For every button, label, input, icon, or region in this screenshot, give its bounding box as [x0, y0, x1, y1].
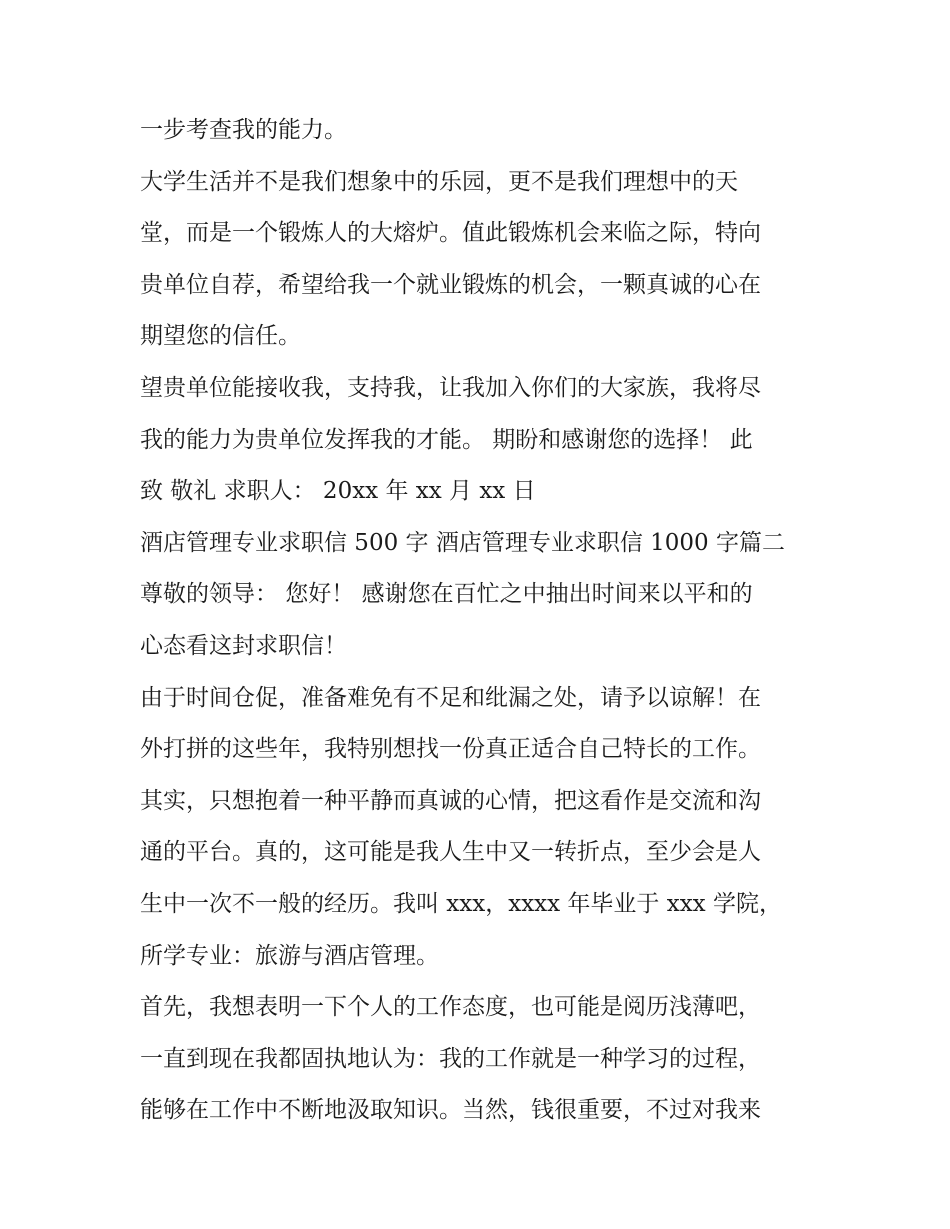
text-line: 一步考查我的能力。	[140, 117, 347, 143]
text-line: 生中一次不一般的经历。我叫 xxx，xxxx 年毕业于 xxx 学院，	[140, 890, 782, 917]
document-body	[140, 105, 816, 1137]
text-line: 贵单位自荐，希望给我一个就业锻炼的机会，一颗真诚的心在	[140, 271, 761, 298]
text-line: 望贵单位能接收我，支持我，让我加入你们的大家族，我将尽	[140, 374, 761, 401]
text-line: 首先，我想表明一下个人的工作态度，也可能是阅历浅薄吧，	[140, 994, 761, 1021]
text-line: 致 敬礼 求职人： 20xx 年 xx 月 xx 日	[140, 478, 536, 505]
text-line: 我的能力为贵单位发挥我的才能。 期盼和感谢您的选择！ 此	[140, 426, 753, 453]
text-line: 其实，只想抱着一种平静而真诚的心情，把这看作是交流和沟	[140, 787, 761, 814]
text-line: 酒店管理专业求职信 500 字 酒店管理专业求职信 1000 字篇二	[140, 529, 785, 556]
text-line: 所学专业：旅游与酒店管理。	[140, 942, 439, 969]
text-line: 尊敬的领导： 您好！ 感谢您在百忙之中抽出时间来以平和的	[140, 581, 753, 608]
text-line: 一直到现在我都固执地认为：我的工作就是一种学习的过程，	[140, 1045, 761, 1072]
text-line: 期望您的信任。	[140, 323, 301, 350]
text-line: 堂，而是一个锻炼人的大熔炉。值此锻炼机会来临之际，特向	[140, 220, 761, 247]
text-line: 心态看这封求职信！	[140, 632, 347, 659]
text-line: 通的平台。真的，这可能是我人生中又一转折点，至少会是人	[140, 839, 761, 866]
text-line: 外打拼的这些年，我特别想找一份真正适合自己特长的工作。	[140, 736, 761, 763]
text-line: 由于时间仓促，准备难免有不足和纰漏之处，请予以谅解！在	[140, 684, 761, 711]
text-line: 大学生活并不是我们想象中的乐园，更不是我们理想中的天	[140, 168, 738, 195]
text-line: 能够在工作中不断地汲取知识。当然，钱很重要，不过对我来	[140, 1097, 761, 1124]
